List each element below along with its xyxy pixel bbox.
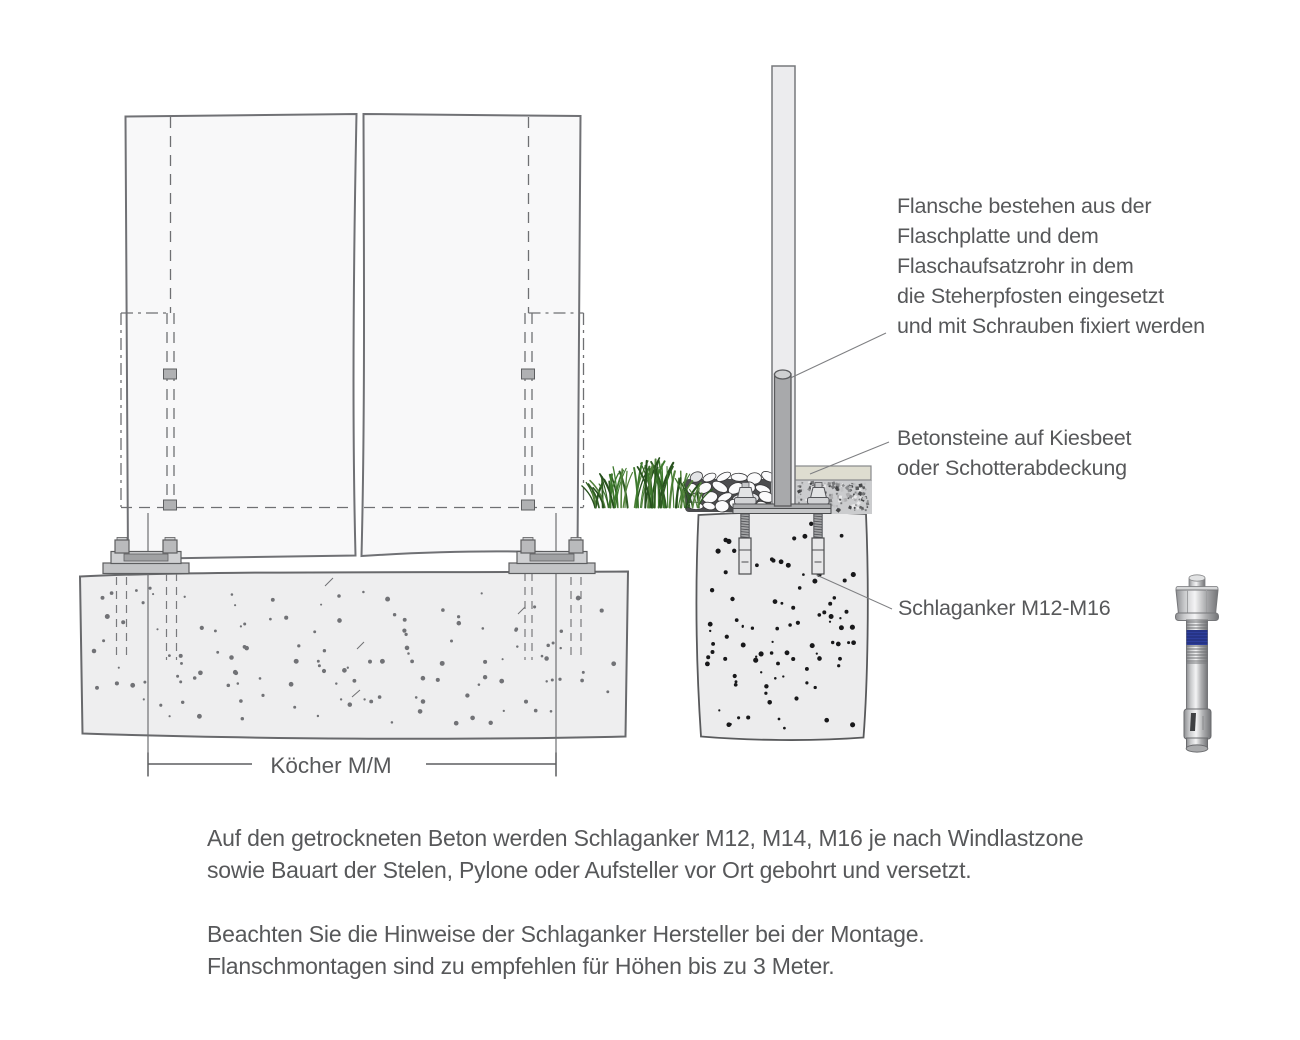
glass-panel-right <box>362 114 581 556</box>
surface-note-line-2: oder Schotterabdeckung <box>897 456 1127 480</box>
flange-note <box>897 191 1205 341</box>
leader-flange-note <box>792 333 887 378</box>
flange-note-line-2: Flaschplatte und dem <box>897 224 1099 248</box>
flange-tube <box>775 370 792 506</box>
body-paragraph-1 <box>207 823 1083 886</box>
flange-note-line-5: und mit Schrauben fixiert werden <box>897 314 1205 338</box>
body-paragraph-2-line-1: Beachten Sie die Hinweise der Schlaganker Hersteller bei der Montage. <box>207 921 925 947</box>
body-paragraph-1-line-2: sowie Bauart der Stelen, Pylone oder Aufsteller vor Ort gebohrt und versetzt. <box>207 856 972 883</box>
anchor-photo <box>1176 575 1219 752</box>
flange-note-line-4: die Steherpfosten eingesetzt <box>897 284 1164 308</box>
body-paragraph-2 <box>207 919 925 982</box>
glass-panel-left <box>126 114 357 559</box>
surface-note-line-1: Betonsteine auf Kiesbeet <box>897 426 1132 450</box>
anchor-rod-left <box>739 514 751 574</box>
dimension-label: Köcher M/M <box>270 753 392 778</box>
body-paragraph-1-line-1: Auf den getrockneten Beton werden Schlaganker M12, M14, M16 je nach Windlastzone <box>207 825 1084 851</box>
anchor-rod-right <box>812 514 824 574</box>
koecher-section <box>80 114 628 777</box>
foundation-block <box>80 572 628 739</box>
flange-note-line-1: Flansche bestehen aus der <box>897 194 1152 218</box>
concrete-paver <box>795 466 871 480</box>
anchor-label: Schlaganker M12-M16 <box>898 596 1111 620</box>
flange-note-line-3: Flaschaufsatzrohr in dem <box>897 254 1134 278</box>
surface-note <box>897 423 1131 483</box>
body-paragraph-2-line-2: Flanschmontagen sind zu empfehlen für Höhen bis zu 3 Meter. <box>207 952 835 979</box>
